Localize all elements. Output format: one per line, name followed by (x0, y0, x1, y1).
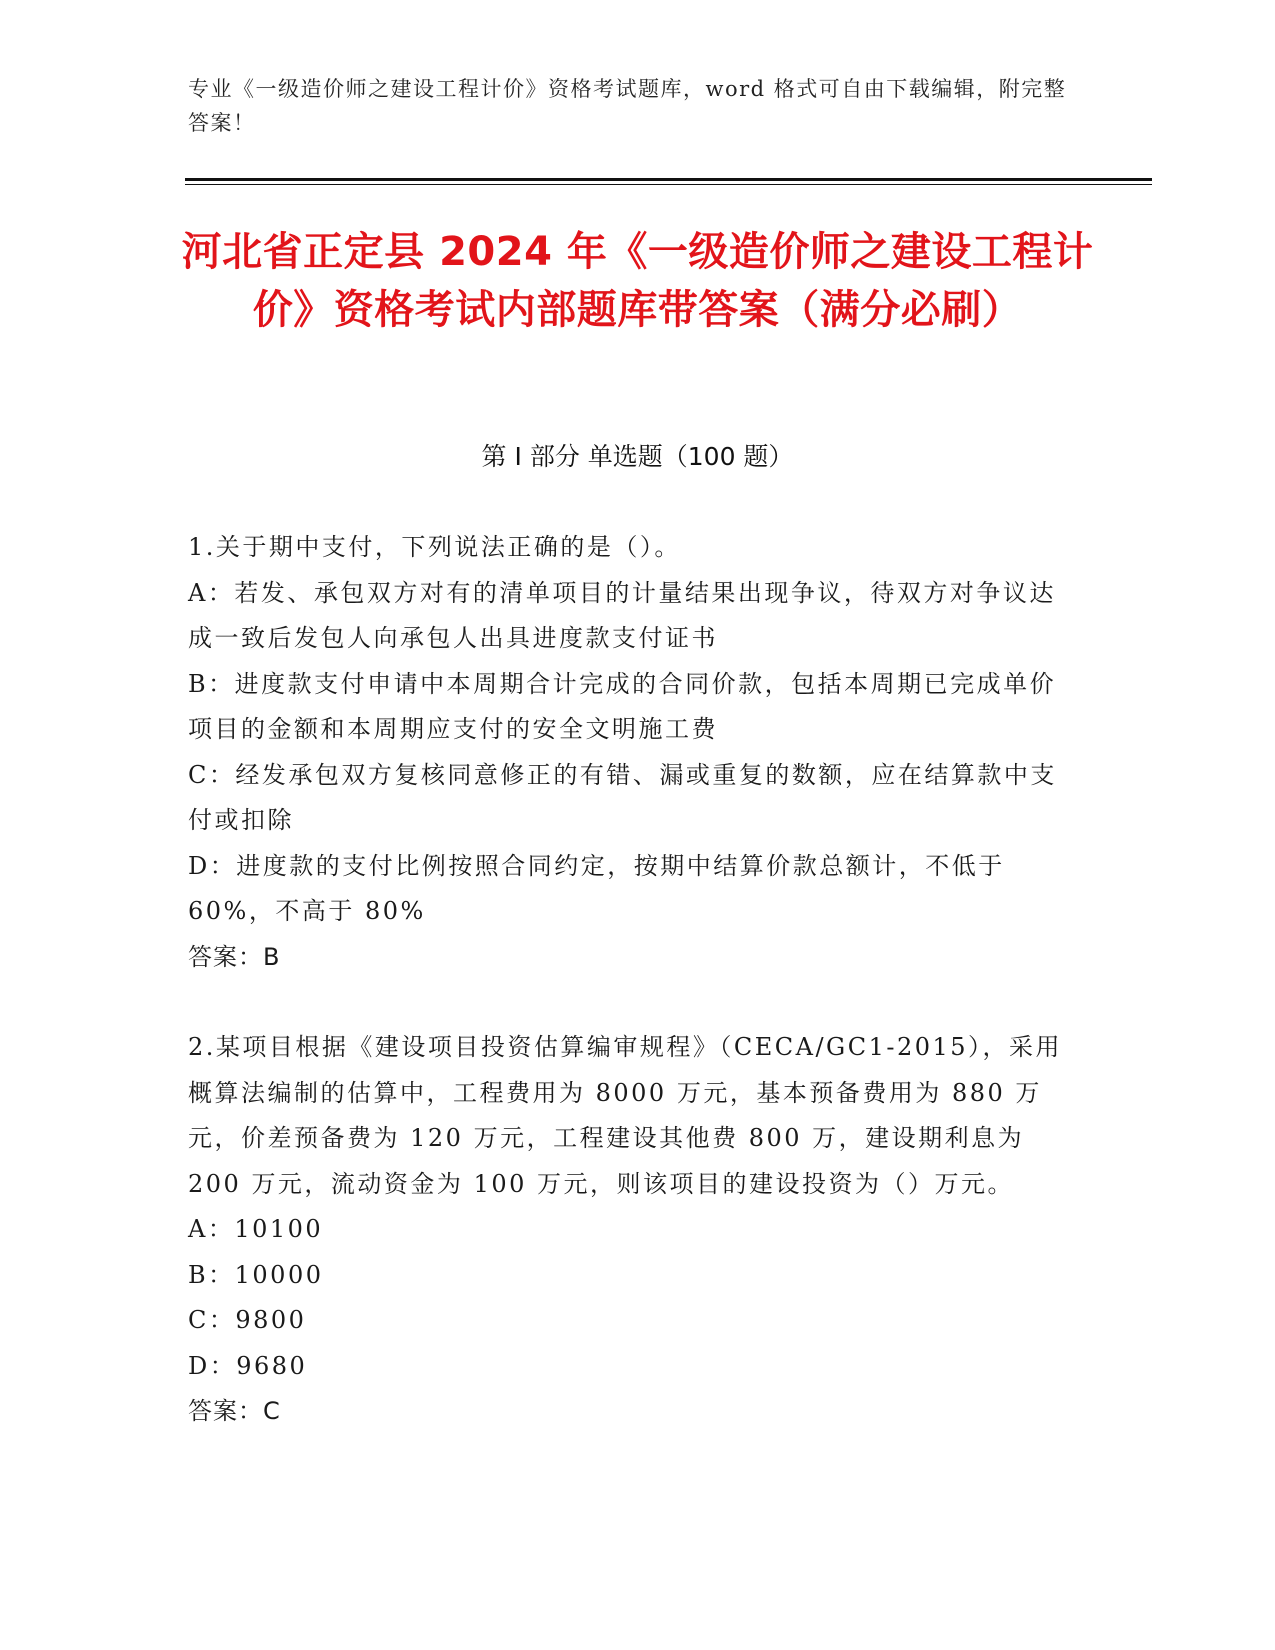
question-2-answer: 答案：C (188, 1397, 281, 1425)
question-2-option-a: A：10100 (188, 1215, 324, 1243)
header-note: 专业《一级造价师之建设工程计价》资格考试题库，word 格式可自由下载编辑，附完整答案！ (188, 77, 1067, 135)
question-1-answer: 答案：B (188, 942, 281, 971)
question-1-option-b: B：进度款支付申请中本周期合计完成的合同价款，包括本周期已完成单价项目的金额和本周期应支付的安全文明施工费 (188, 669, 1057, 743)
question-2-option-b: B：10000 (188, 1260, 324, 1289)
question-1-option-c: C：经发承包双方复核同意修正的有错、漏或重复的数额，应在结算款中支付或扣除 (188, 760, 1057, 834)
question-list (188, 525, 1068, 1435)
header-divider-thick (185, 178, 1152, 181)
question-2-option-d: D：9680 (188, 1351, 308, 1380)
question-1 (188, 525, 1068, 980)
question-1-option-a: A：若发、承包双方对有的清单项目的计量结果出现争议，待双方对争议达成一致后发包人向承包人出具进度款支付证书 (188, 578, 1056, 652)
header-divider-thin (185, 184, 1152, 185)
section-title: 第 I 部分 单选题（100 题） (481, 442, 794, 471)
question-1-stem: 1.关于期中支付，下列说法正确的是（）。 (188, 533, 681, 561)
document-title: 河北省正定县 2024 年《一级造价师之建设工程计价》资格考试内部题库带答案（满分必刷） (181, 229, 1094, 333)
question-2-stem: 2.某项目根据《建设项目投资估算编审规程》（CECA/GC1-2015），采用概算法编制的估算中，工程费用为 8000 万元，基本预备费用为 880 万元，价差预备费为 120 万元，工程建设其他费 800 万，建设期利息为 200 万元，流动资金为 100 万元，则该项目的建设投资为（）万元。 (188, 1033, 1063, 1198)
question-2-option-c: C：9800 (188, 1306, 307, 1334)
question-1-option-d: D：进度款的支付比例按照合同约定，按期中结算价款总额计，不低于 60%，不高于 80% (188, 851, 1005, 925)
question-2 (188, 1025, 1068, 1435)
